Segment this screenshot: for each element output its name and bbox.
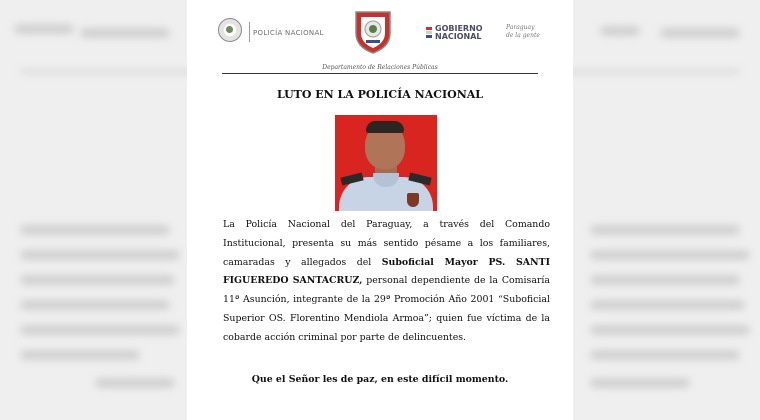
letterhead xyxy=(187,0,573,72)
blur-decoration xyxy=(660,28,740,38)
gobierno-nacional-logo xyxy=(435,25,483,41)
blur-decoration xyxy=(20,250,180,260)
header-rule xyxy=(222,73,538,74)
gobierno-flag-icon xyxy=(426,27,432,39)
police-shield-icon xyxy=(352,9,394,55)
blur-decoration xyxy=(20,275,175,285)
blur-decoration xyxy=(80,28,170,38)
photo-badge xyxy=(407,193,419,207)
blur-decoration xyxy=(590,250,750,260)
tagline-line2: de la gente xyxy=(506,32,540,39)
blur-decoration xyxy=(590,378,690,388)
blur-decoration xyxy=(590,300,745,310)
header-divider xyxy=(249,22,250,42)
gov-label-line2: NACIONAL xyxy=(435,32,482,41)
press-release-document xyxy=(187,0,573,420)
blur-decoration xyxy=(590,325,750,335)
blur-decoration xyxy=(14,24,74,34)
blur-decoration xyxy=(20,300,170,310)
police-label: POLICÍA NACIONAL xyxy=(253,29,324,37)
blur-decoration xyxy=(590,275,740,285)
blur-decoration xyxy=(600,26,640,36)
officer-name: Suboficial Mayor PS. SANTI FIGUEREDO SANTACRUZ, xyxy=(223,256,550,287)
department-label: Departamento de Relaciones Públicas xyxy=(322,64,438,71)
closing-line: Que el Señor les de paz, en este difícil momento. xyxy=(251,374,509,385)
notice-title: LUTO EN LA POLICÍA NACIONAL xyxy=(276,88,484,101)
paragraph-intro: La Policía Nacional del Paraguay, a través del Comando Institucional, presenta su más sentido pésame a los familiares, camaradas y allegados del xyxy=(223,219,550,268)
blur-decoration xyxy=(20,350,140,360)
paraguay-tagline xyxy=(506,24,540,40)
condolence-paragraph xyxy=(223,216,550,348)
blur-decoration xyxy=(95,378,175,388)
blur-decoration xyxy=(590,350,740,360)
gov-label-line1: GOBIERNO xyxy=(435,24,483,33)
blur-decoration xyxy=(20,325,180,335)
national-seal-icon xyxy=(218,18,242,42)
photo-hair xyxy=(366,121,404,133)
blur-decoration xyxy=(590,225,740,235)
paragraph-details: personal dependiente de la Comisaría 11ª Asunción, integrante de la 29ª Promoción Año 2001 “Suboficial Superior OS. Florentino Mendiola Armoa”; quien fue víctima de la cobarde acción criminal por parte de delincuentes. xyxy=(223,275,550,343)
blur-decoration xyxy=(20,225,170,235)
tagline-line1: Paraguay xyxy=(506,24,535,31)
officer-photo xyxy=(335,115,437,211)
